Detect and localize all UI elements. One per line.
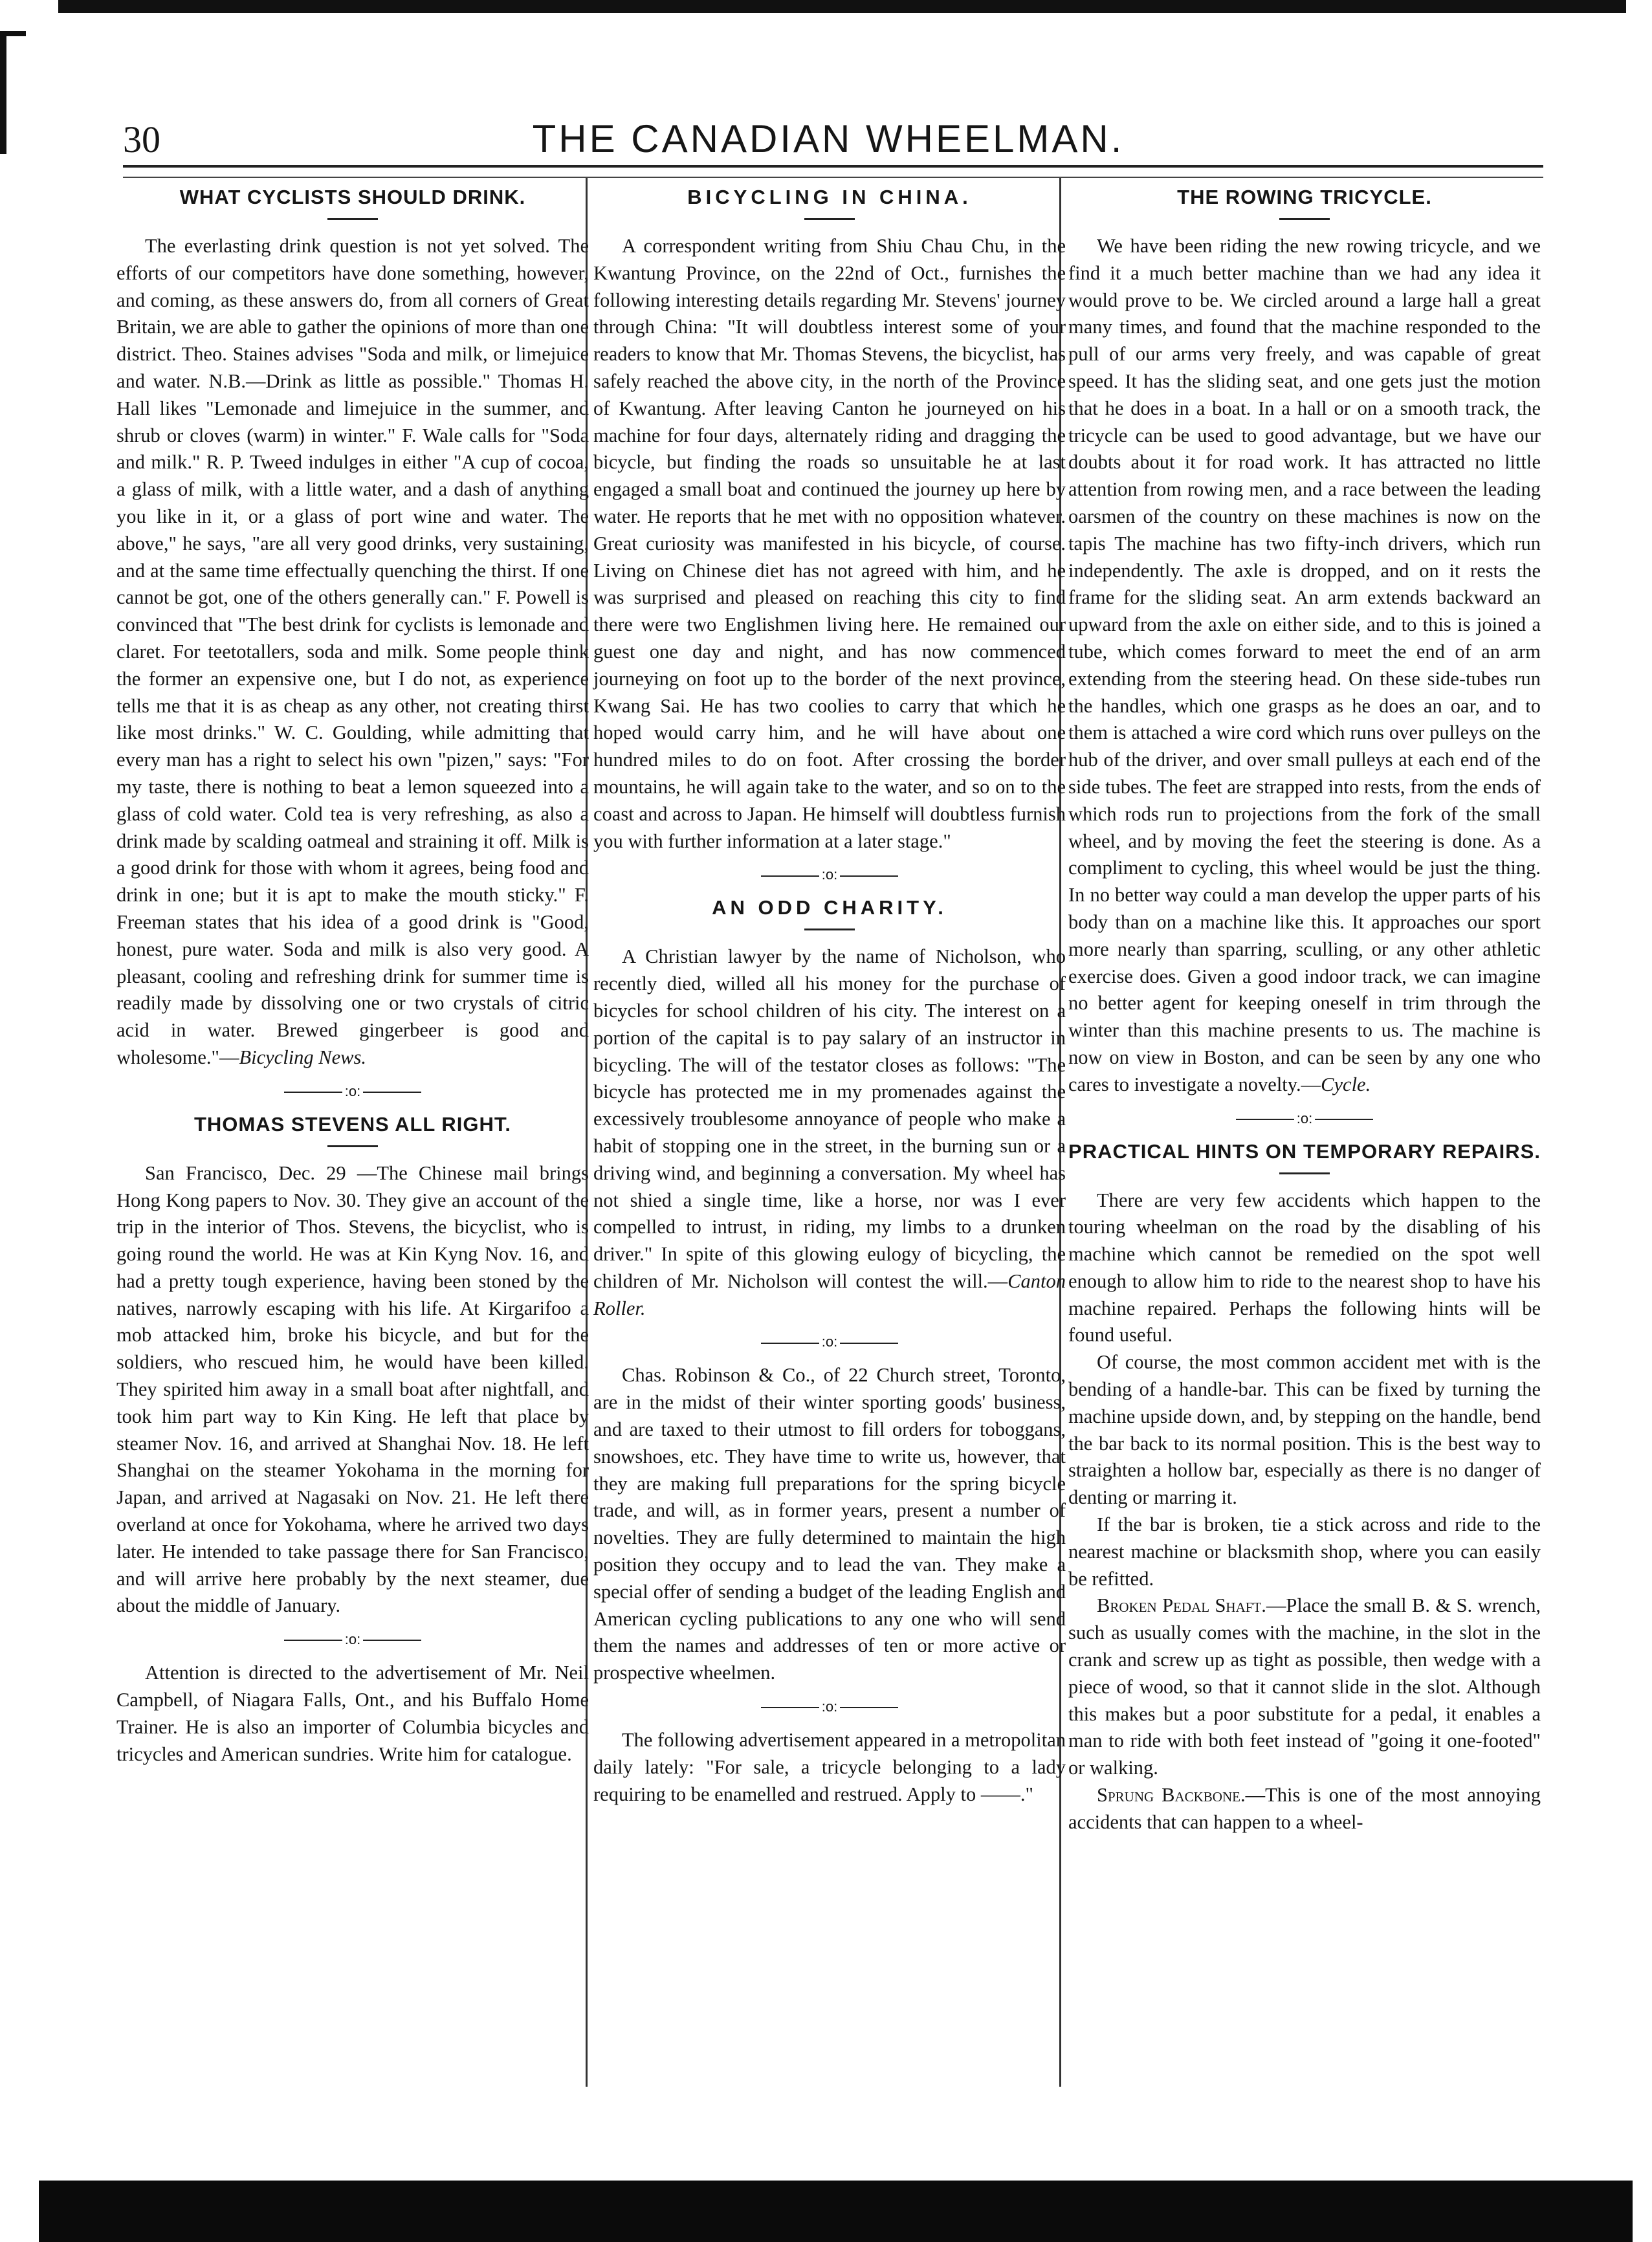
article-source: Cycle. [1321,1073,1371,1095]
bottom-scan-border [39,2181,1633,2242]
article-body-neil-campbell: Attention is directed to the advertisement of Mr. Neil Campbell, of Niagara Falls, Ont., and his Buffalo Home Trainer. He is also an importer of Columbia bicycles and tricycles and American sundries. Write him for catalogue. [116,1662,589,1765]
title-rule [1279,1172,1330,1174]
article-body-odd-charity [593,943,1066,1322]
article-title-odd-charity: AN ODD CHARITY. [712,896,947,919]
article-body-advertisement: The following advertisement appeared in a metropolitan daily lately: "For sale, a tricycle belonging to a lady requiring to be enamelled and restrued. Apply to ——." [593,1729,1066,1805]
article-text: —This is one of the most annoying accidents that can happen to a wheel- [1068,1784,1541,1833]
article-text: The everlasting drink question is not yet solved. The efforts of our competitors have done something, however, and coming, as these answers do, from all corners of Great Britain, we are able to gather the opinions of more than one district. Theo. Staines advises "Soda and milk, or limejuice and water. N.B.—Drink as little as possible." Thomas H. Hall likes "Lemonade and limejuice in the summer, and shrub or cloves (warm) in winter." F. Wale calls for "Soda and milk." R. P. Tweed indulges in either "A cup of cocoa, a glass of milk, with a little water, and a dash of anything you like in it, or a glass of port wine and water. The above," he says, "are all very good drinks, very sustaining, and at the same time effectually quenching the thirst. If one cannot be got, one of the others generally can." F. Powell is convinced that "The best drink for cyclists is lemonade and claret. For teetotallers, soda and milk. Some people think the former an expensive one, but I do not, as experience tells me that it is as cheap as any other, not creating thirst like most drinks." W. C. Goulding, while admitting that every man has a right to select his own "pizen," says: "For my taste, there is nothing to beat a lemon squeezed into a glass of cold water. Cold tea is very refreshing, as also a drink made by scalding oatmeal and straining it off. Milk is a good drink for those with whom it agrees, being food and drink in one; but it is apt to make the mouth sticky." F. Freeman states that his idea of a good drink is "Good, honest, pure water. Soda and milk is also very good. A pleasant, cooling and refreshing drink for summer time is readily made by dissolving one or two crystals of citric acid in water. Brewed gingerbeer is good and wholesome."— [116,235,589,1068]
article-title-bicycling-in-china: BICYCLING IN CHINA. [687,186,972,208]
article-body-robinson: Chas. Robinson & Co., of 22 Church street, Toronto, are in the midst of their winter sporting goods' business, and are taxed to their utmost to fill orders for toboggans, snowshoes, etc. They have time to write us, however, that they are making full preparations for the spring bicycle trade, and will, as in former years, present a number of novelties. They are fully determined to maintain the high position they occupy and to lead the van. They make a special offer of sending a budget of the leading English and American cycling publications to any one who will send them the names and addresses of ten or more active or prospective wheelmen. [593,1364,1066,1684]
article-title-what-cyclists-drink: WHAT CYCLISTS SHOULD DRINK. [179,186,526,208]
article-title-thomas-stevens: THOMAS STEVENS ALL RIGHT. [193,1112,512,1136]
column-3 [1068,184,1541,1836]
title-rule [804,929,855,930]
section-separator: :o: [593,866,1066,883]
section-separator: :o: [1068,1110,1541,1127]
journal-title: THE CANADIAN WHEELMAN. [532,117,1125,160]
article-title-practical-hints: PRACTICAL HINTS ON TEMPORARY REPAIRS. [1068,1139,1541,1163]
column-1 [116,184,589,1768]
page-number: 30 [123,118,160,160]
article-text: A Christian lawyer by the name of Nicholson, who recently died, willed all his money for the purchase of bicycles for school children of his city. The interest on a portion of the capital is to pay salary of an instructor in bicycling. The will of the testator closes as follows: "The bicycle has protected me in my promenades against the excessively troublesome annoyance of people who make a habit of stopping one in the street, in the burning sun or a driving wind, and beginning a conversation. My wheel has not shied a single time, like a horse, nor was I ever compelled to intrust, in riding, my limbs to a drunken driver." In spite of this glowing eulogy of bicycling, the children of Mr. Nicholson will contest the will.— [593,945,1066,1292]
article-body-sprung-backbone [1068,1782,1541,1836]
section-separator: :o: [116,1631,589,1648]
title-rule [1279,218,1330,220]
top-scan-border [58,0,1626,13]
section-separator: :o: [593,1334,1066,1350]
article-body-bicycling-in-china: A correspondent writing from Shiu Chau Chu, in the Kwantung Province, on the 22nd of Oct., furnishes the following interesting details regarding Mr. Stevens' journey through China: "It will doubtless interest some of your readers to know that Mr. Thomas Stevens, the bicyclist, has safely reached the above city, in the north of the Province of Kwantung. After leaving Canton he journeyed on his machine for four days, alternately riding and dragging the bicycle, but finding the roads so unsuitable he at last engaged a small boat and continued the journey up here by water. He reports that he met with no opposition whatever. Great curiosity was manifested in his bicycle, of course. Living on Chinese diet has not agreed with him, and he was surprised and pleased on reaching this city to find there were two Englishmen living here. He remained our guest one day and night, and has now commenced journeying on foot up to the border of the next province, Kwang Sai. He has two coolies to carry that which he hoped would carry him, and he will have about one hundred miles to do on foot. After crossing the border mountains, he will again take to the water, and so on to the coast and across to Japan. He himself will doubtless furnish you with further information at a later stage." [593,235,1066,852]
article-body-hints-2: Of course, the most common accident met with is the bending of a handle-bar. This can be fixed by turning the machine upside down, and, by stepping on the handle, bend the bar back to its normal position. This is the best way to straighten a hollow bar, especially as there is no danger of denting or marring it. [1068,1351,1541,1509]
subhead-sprung-backbone: Sprung Backbone. [1097,1784,1246,1807]
article-body-what-cyclists-drink [116,233,589,1072]
article-body-rowing-tricycle [1068,233,1541,1099]
title-rule [327,218,378,220]
article-source: Canton Roller. [593,1269,1066,1319]
subhead-broken-pedal: Broken Pedal Shaft. [1097,1594,1266,1617]
section-separator: :o: [593,1698,1066,1715]
left-scan-mark [0,31,6,154]
article-source: Bicycling News. [239,1046,367,1068]
page-header [123,115,1534,167]
title-rule [804,218,855,220]
article-title-rowing-tricycle: THE ROWING TRICYCLE. [1177,186,1432,208]
article-body-hints-1: There are very few accidents which happen to the touring wheelman on the road by the disabling of his machine which cannot be remedied on the spot well enough to allow him to ride to the nearest shop to have his machine repaired. Perhaps the following hints will be found useful. [1068,1189,1541,1346]
column-2 [593,184,1066,1808]
article-body-thomas-stevens: San Francisco, Dec. 29 —The Chinese mail brings Hong Kong papers to Nov. 30. They give an account of the trip in the interior of Thos. Stevens, the bicyclist, who is going round the world. He was at Kin Kyng Nov. 16, and had a pretty tough experience, having been stoned by the natives, narrowly escaping with his life. At Kirgarifoo a mob attacked him, broke his bicycle, and but for the soldiers, who rescued him, he would have been killed. They spirited him away in a small boat after nightfall, and took him part way to Kin King. He left that place by steamer Nov. 16, and arrived at Shanghai Nov. 18. He left Shanghai on the steamer Yokohama in the morning for Japan, and arrived at Nagasaki on Nov. 21. He left there overland at once for Yokohama, where he arrived two days later. He intended to take passage there for San Francisco, and will arrive here probably by the next steamer, due about the middle of January. [116,1161,589,1617]
article-body-broken-pedal [1068,1592,1541,1782]
article-body-hints-3: If the bar is broken, tie a stick across and ride to the nearest machine or blacksmith shop, where you can easily be refitted. [1068,1513,1541,1590]
article-text: We have been riding the new rowing tricycle, and we find it a much better machine than we had any idea it would prove to be. We circled around a large hall a great many times, and found that the machine responded to the pull of our arms very freely, and was capable of great speed. It has the sliding seat, and one gets just the motion that he does in a boat. In a hall or on a smooth track, the tricycle can be used to good advantage, but we have our doubts about it for road work. It has attracted no little attention from rowing men, and a race between the leading oarsmen of the country on these machines is now on the tapis The machine has two fifty-inch drivers, which run independently. The axle is dropped, and on it rests the frame for the sliding seat. An arm extends backward an upward from the axle on either side, and to this is joined a tube, which comes forward to meet the end of an arm extending from the steering head. On these side-tubes run the handles, which one grasps as he does an oar, and to them is attached a wire cord which runs over pulleys on the hub of the driver, and over small pulleys at each end of the side tubes. The feet are strapped into rests, from the ends of which rods run to projections from the fork of the small wheel, and by moving the feet the steering is done. As a compliment to cycling, this wheel would be just the thing. In no better way could a man develop the upper parts of his body than on a machine like this. It approaches our sport more nearly than sparring, sculling, or any other athletic exercise does. Given a good indoor track, we can imagine no better agent for keeping oneself in trim through the winter than this machine presents to us. The machine is now on view in Boston, and can be seen by any one who cares to investigate a novelty.— [1068,235,1541,1095]
title-rule [327,1145,378,1147]
header-rule [123,165,1543,178]
section-separator: :o: [116,1083,589,1100]
article-text: —Place the small B. & S. wrench, such as usually comes with the machine, in the slot in the crank and screw up as tight as possible, then wedge with a piece of wood, so that it cannot slide in the slot. Although this makes but a poor substitute for a pedal, it enables a man to ride with both feet instead of "going it one-footed" or walking. [1068,1594,1541,1779]
